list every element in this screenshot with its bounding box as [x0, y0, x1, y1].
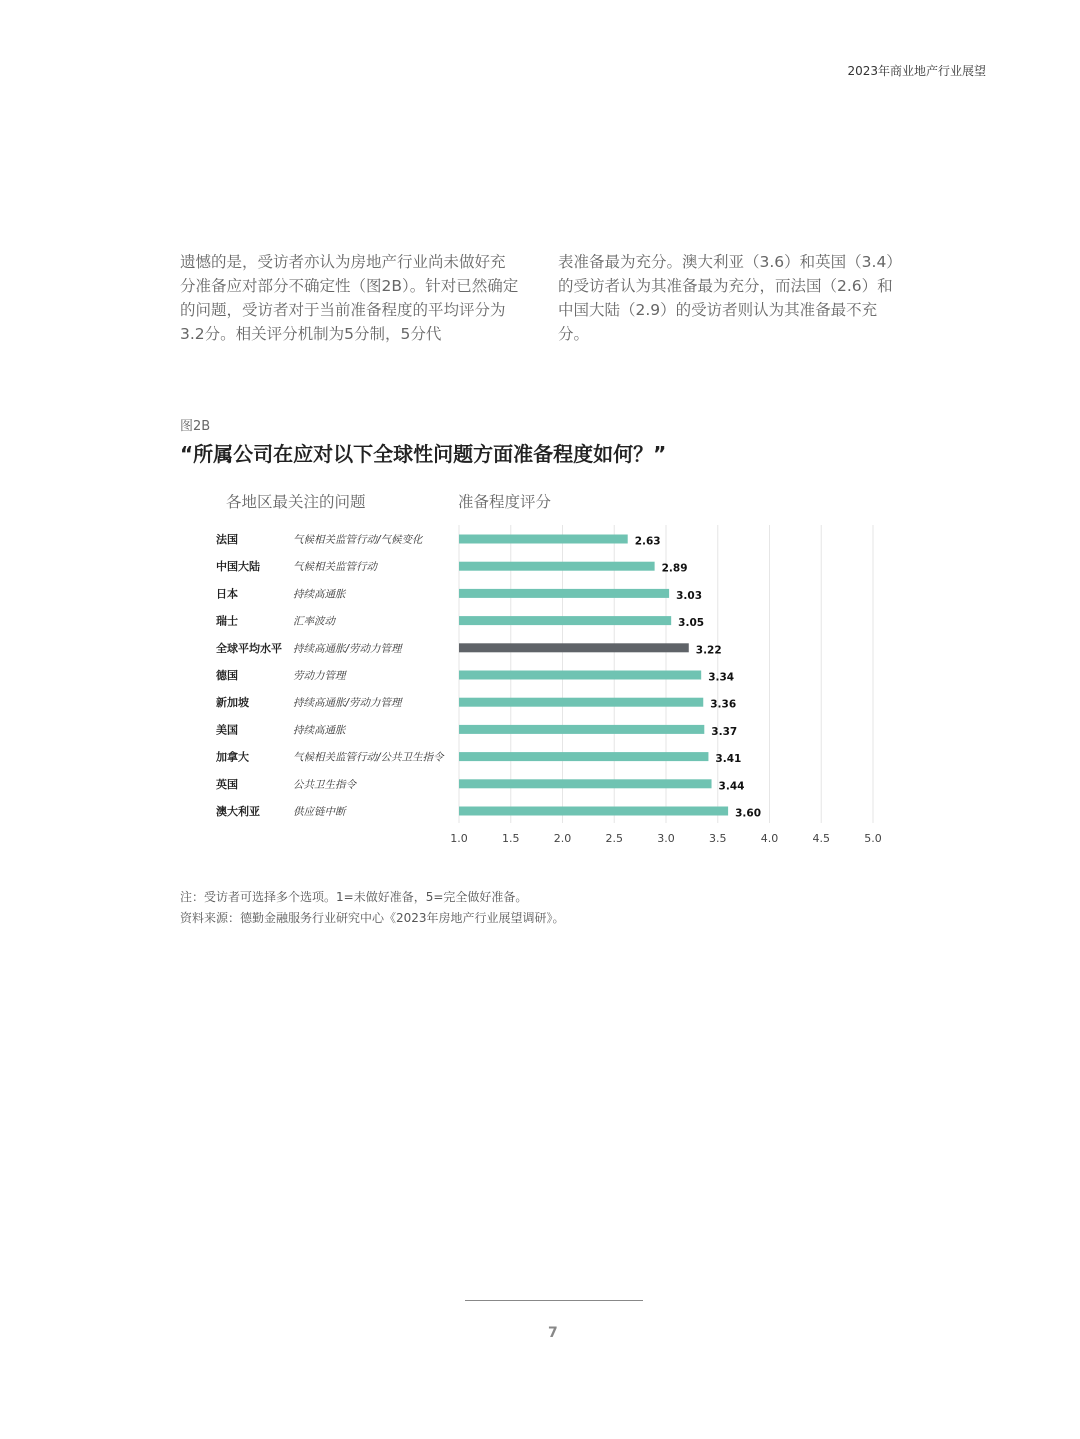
issue-label: 气候相关监管行动	[293, 561, 377, 574]
region-label: 日本	[216, 587, 238, 601]
footer-divider	[465, 1300, 643, 1301]
bar	[459, 671, 701, 680]
x-tick-label: 3.5	[709, 832, 727, 845]
region-label: 中国大陆	[216, 560, 260, 574]
header-title: 2023年商业地产行业展望	[847, 64, 986, 78]
issue-label: 公共卫生指令	[293, 778, 356, 791]
bar-value-label: 3.37	[711, 725, 738, 738]
x-tick-label: 5.0	[864, 832, 882, 845]
intro-paragraph-left: 遗憾的是，受访者亦认为房地产行业尚未做好充分准备应对部分不确定性（图2B）。针对已然确定的问题，受访者对于当前准备程度的平均评分为3.2分。相关评分机制为5分制，5分代	[180, 253, 519, 343]
bar-value-label: 3.44	[718, 780, 745, 793]
region-label: 澳大利亚	[216, 805, 260, 818]
figure-title: “所属公司在应对以下全球性问题方面准备程度如何？”	[180, 442, 667, 466]
region-label: 英国	[216, 777, 238, 791]
region-label: 新加坡	[216, 696, 249, 710]
bar	[459, 752, 708, 761]
bar	[459, 616, 671, 625]
column-header-region-issue: 各地区最关注的问题	[226, 493, 366, 511]
region-label: 法国	[216, 533, 238, 546]
issue-label: 汇率波动	[293, 615, 335, 628]
bar-value-label: 3.36	[710, 698, 737, 711]
bar	[459, 535, 628, 544]
x-tick-label: 2.0	[553, 832, 572, 845]
bar	[459, 589, 669, 598]
bar-value-label: 3.03	[676, 589, 703, 602]
issue-label: 气候相关监管行动/气候变化	[293, 534, 423, 546]
x-tick-label: 4.5	[812, 832, 830, 845]
bar-value-label: 3.60	[735, 807, 762, 820]
issue-label: 劳动力管理	[293, 670, 346, 682]
region-label: 瑞士	[216, 614, 238, 628]
issue-label: 持续高通胀	[293, 724, 346, 737]
x-tick-label: 1.0	[450, 832, 468, 845]
issue-label: 供应链中断	[293, 806, 346, 818]
region-label: 加拿大	[216, 750, 249, 764]
column-header-score: 准备程度评分	[458, 493, 552, 511]
region-label: 德国	[216, 669, 238, 682]
issue-label: 气候相关监管行动/公共卫生指令	[293, 751, 444, 764]
intro-paragraph-right: 表准备最为充分。澳大利亚（3.6）和英国（3.4）的受访者认为其准备最为充分，而法国（2.6）和中国大陆（2.9）的受访者则认为其准备最不充分。	[558, 253, 902, 343]
chart-note: 注：受访者可选择多个选项。1=未做好准备，5=完全做好准备。	[180, 890, 528, 904]
bar-value-label: 3.34	[708, 671, 735, 684]
bar	[459, 643, 689, 652]
issue-label: 持续高通胀/劳动力管理	[293, 697, 402, 710]
bar	[459, 562, 655, 571]
page-number: 7	[548, 1325, 558, 1341]
figure-label: 图2B	[180, 419, 211, 434]
bar-value-label: 2.63	[634, 535, 661, 548]
bar-value-label: 3.22	[695, 644, 722, 657]
bar	[459, 807, 728, 816]
region-label: 美国	[216, 723, 238, 737]
bar	[459, 725, 704, 734]
x-tick-label: 1.5	[502, 832, 520, 845]
bar	[459, 779, 712, 788]
issue-label: 持续高通胀/劳动力管理	[293, 642, 402, 655]
bar-value-label: 2.89	[661, 562, 688, 575]
bar-value-label: 3.05	[678, 617, 705, 630]
x-tick-label: 4.0	[760, 832, 779, 845]
bar	[459, 698, 703, 707]
x-tick-label: 3.0	[657, 832, 675, 845]
x-tick-label: 2.5	[605, 832, 623, 845]
issue-label: 持续高通胀	[293, 588, 346, 601]
bar-value-label: 3.41	[715, 753, 742, 766]
region-label: 全球平均水平	[216, 641, 282, 655]
chart-source: 资料来源：德勤金融服务行业研究中心《2023年房地产行业展望调研》。	[180, 911, 565, 925]
